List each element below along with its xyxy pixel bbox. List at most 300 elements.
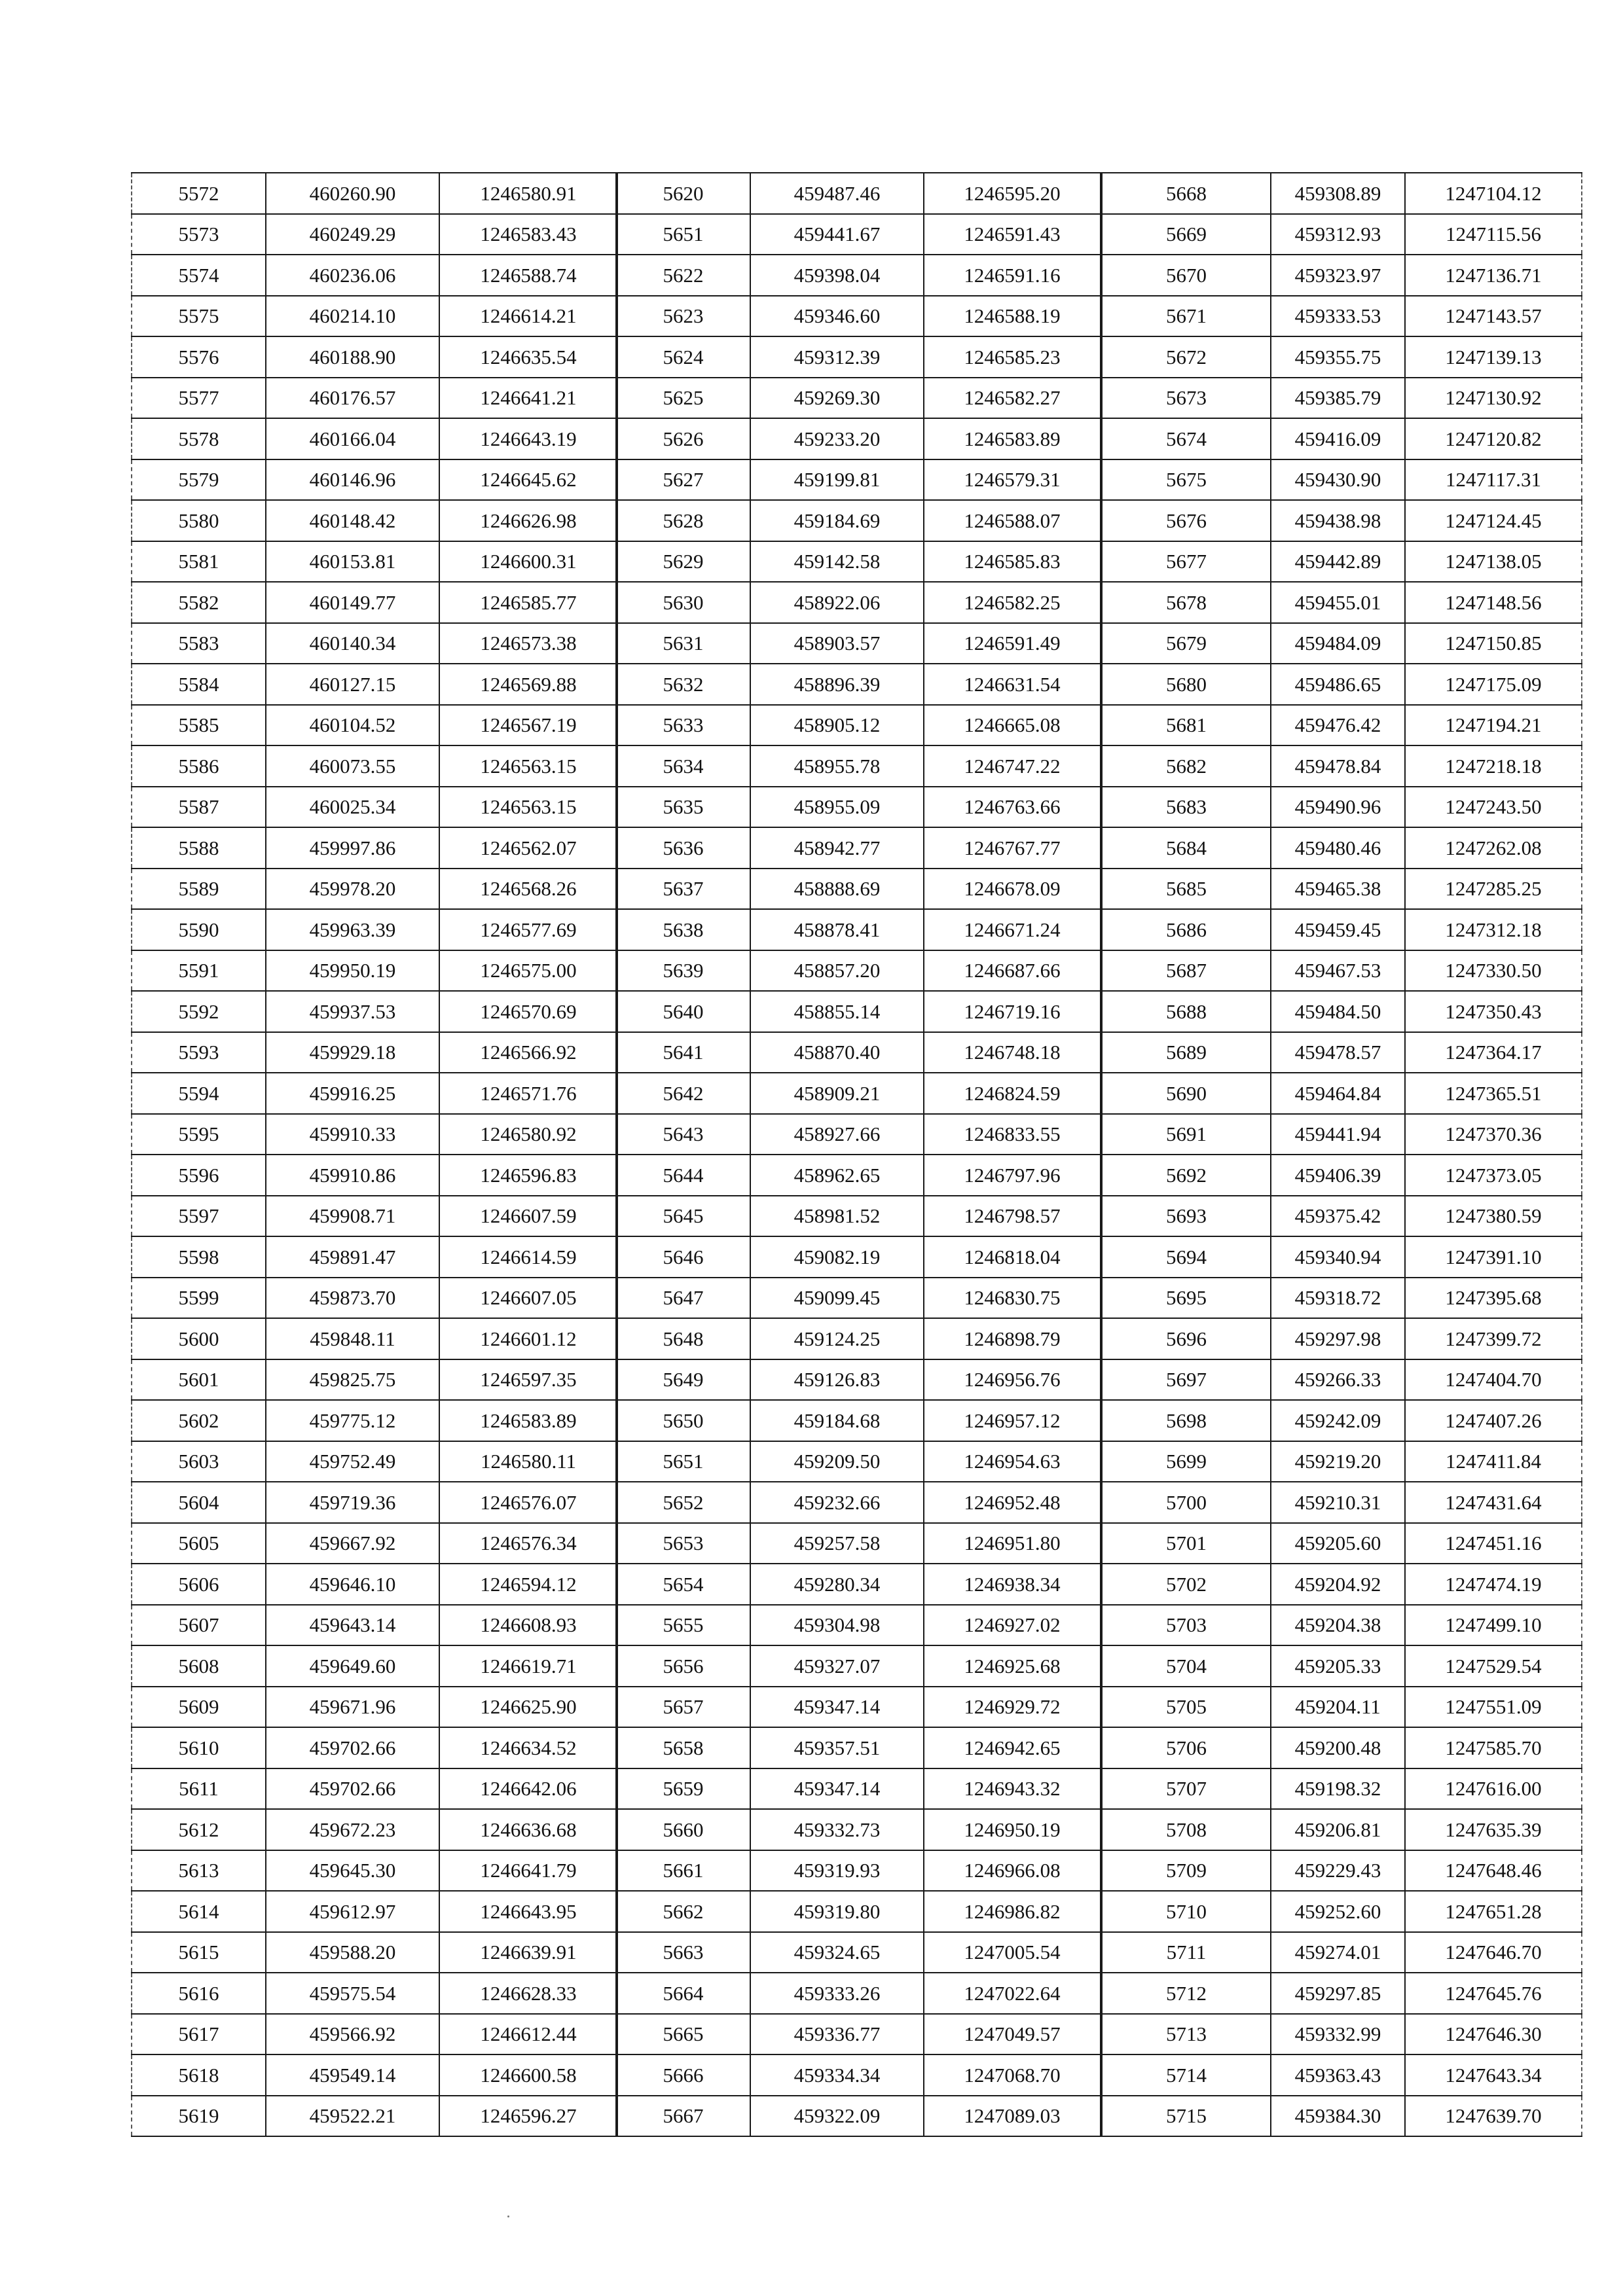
table-row [132, 541, 617, 583]
y-coordinate-cell: 1247395.68 [1405, 1278, 1582, 1319]
point-id-cell: 5632 [616, 664, 750, 705]
point-id-cell: 5674 [1102, 418, 1271, 459]
y-coordinate-cell: 1247350.43 [1405, 991, 1582, 1032]
y-coordinate-cell: 1246966.08 [924, 1850, 1101, 1892]
point-id-cell: 5641 [616, 1032, 750, 1073]
point-id-cell: 5681 [1102, 705, 1271, 746]
table-row [132, 2054, 617, 2096]
x-coordinate-cell: 459200.48 [1271, 1727, 1405, 1768]
point-id-cell: 5626 [616, 418, 750, 459]
point-id-cell: 5646 [616, 1236, 750, 1278]
point-id-cell: 5707 [1102, 1768, 1271, 1810]
x-coordinate-cell: 459124.25 [750, 1318, 924, 1359]
point-id-cell: 5600 [132, 1318, 266, 1359]
y-coordinate-cell: 1246597.35 [439, 1359, 617, 1401]
point-id-cell: 5714 [1102, 2054, 1271, 2096]
table-row [616, 1278, 1101, 1319]
x-coordinate-cell: 459908.71 [266, 1196, 439, 1237]
y-coordinate-cell: 1246818.04 [924, 1236, 1101, 1278]
x-coordinate-cell: 459333.26 [750, 1973, 924, 2014]
table-row [616, 1645, 1101, 1687]
x-coordinate-cell: 459467.53 [1271, 950, 1405, 992]
x-coordinate-cell: 459205.60 [1271, 1523, 1405, 1564]
point-id-cell: 5673 [1102, 378, 1271, 419]
y-coordinate-cell: 1246797.96 [924, 1155, 1101, 1196]
x-coordinate-cell: 459318.72 [1271, 1278, 1405, 1319]
x-coordinate-cell: 459997.86 [266, 827, 439, 869]
table-row [1102, 1727, 1582, 1768]
y-coordinate-cell: 1247138.05 [1405, 541, 1582, 583]
table-row [1102, 1850, 1582, 1892]
point-id-cell: 5603 [132, 1441, 266, 1482]
table-row [132, 745, 617, 787]
x-coordinate-cell: 459646.10 [266, 1564, 439, 1605]
table-row [616, 664, 1101, 705]
x-coordinate-cell: 459438.98 [1271, 500, 1405, 541]
point-id-cell: 5579 [132, 459, 266, 501]
point-id-cell: 5706 [1102, 1727, 1271, 1768]
table-row [616, 1973, 1101, 2014]
table-row [132, 214, 617, 255]
x-coordinate-cell: 459308.89 [1271, 173, 1405, 214]
table-row [616, 541, 1101, 583]
point-id-cell: 5613 [132, 1850, 266, 1892]
y-coordinate-cell: 1247646.30 [1405, 2014, 1582, 2055]
y-coordinate-cell: 1247365.51 [1405, 1073, 1582, 1114]
table-row [132, 1236, 617, 1278]
point-id-cell: 5665 [616, 2014, 750, 2055]
point-id-cell: 5601 [132, 1359, 266, 1401]
table-row [616, 2054, 1101, 2096]
table-row [616, 1400, 1101, 1441]
y-coordinate-cell: 1246577.69 [439, 909, 617, 950]
x-coordinate-cell: 459266.33 [1271, 1359, 1405, 1401]
table-row [1102, 1073, 1582, 1114]
table-row [132, 1605, 617, 1646]
point-id-cell: 5659 [616, 1768, 750, 1810]
point-id-cell: 5692 [1102, 1155, 1271, 1196]
x-coordinate-cell: 458922.06 [750, 582, 924, 623]
table-row [616, 1687, 1101, 1728]
y-coordinate-cell: 1246678.09 [924, 869, 1101, 910]
y-coordinate-cell: 1247218.18 [1405, 745, 1582, 787]
point-id-cell: 5655 [616, 1605, 750, 1646]
point-id-cell: 5713 [1102, 2014, 1271, 2055]
x-coordinate-cell: 459910.33 [266, 1114, 439, 1155]
table-row [1102, 1196, 1582, 1237]
point-id-cell: 5658 [616, 1727, 750, 1768]
x-coordinate-cell: 459209.50 [750, 1441, 924, 1482]
y-coordinate-cell: 1247585.70 [1405, 1727, 1582, 1768]
point-id-cell: 5689 [1102, 1032, 1271, 1073]
x-coordinate-cell: 459363.43 [1271, 2054, 1405, 2096]
y-coordinate-cell: 1247648.46 [1405, 1850, 1582, 1892]
table-row [616, 705, 1101, 746]
table-row [616, 623, 1101, 664]
x-coordinate-cell: 458942.77 [750, 827, 924, 869]
table-row [1102, 991, 1582, 1032]
x-coordinate-cell: 459963.39 [266, 909, 439, 950]
x-coordinate-cell: 460073.55 [266, 745, 439, 787]
x-coordinate-cell: 459398.04 [750, 255, 924, 296]
x-coordinate-cell: 459978.20 [266, 869, 439, 910]
point-id-cell: 5703 [1102, 1605, 1271, 1646]
x-coordinate-cell: 459198.32 [1271, 1768, 1405, 1810]
x-coordinate-cell: 459297.85 [1271, 1973, 1405, 2014]
point-id-cell: 5643 [616, 1114, 750, 1155]
x-coordinate-cell: 459332.73 [750, 1809, 924, 1850]
point-id-cell: 5657 [616, 1687, 750, 1728]
point-id-cell: 5618 [132, 2054, 266, 2096]
x-coordinate-cell: 459297.98 [1271, 1318, 1405, 1359]
x-coordinate-cell: 459257.58 [750, 1523, 924, 1564]
y-coordinate-cell: 1246628.33 [439, 1973, 617, 2014]
y-coordinate-cell: 1247651.28 [1405, 1891, 1582, 1932]
point-id-cell: 5672 [1102, 336, 1271, 378]
y-coordinate-cell: 1246595.20 [924, 173, 1101, 214]
point-id-cell: 5627 [616, 459, 750, 501]
y-coordinate-cell: 1246571.76 [439, 1073, 617, 1114]
y-coordinate-cell: 1246952.48 [924, 1482, 1101, 1523]
y-coordinate-cell: 1247143.57 [1405, 296, 1582, 337]
y-coordinate-cell: 1246951.80 [924, 1523, 1101, 1564]
x-coordinate-cell: 459430.90 [1271, 459, 1405, 501]
point-id-cell: 5677 [1102, 541, 1271, 583]
point-id-cell: 5688 [1102, 991, 1271, 1032]
table-row [1102, 1523, 1582, 1564]
table-row [616, 1114, 1101, 1155]
y-coordinate-cell: 1247635.39 [1405, 1809, 1582, 1850]
point-id-cell: 5697 [1102, 1359, 1271, 1401]
y-coordinate-cell: 1246591.16 [924, 255, 1101, 296]
point-id-cell: 5605 [132, 1523, 266, 1564]
y-coordinate-cell: 1246898.79 [924, 1318, 1101, 1359]
y-coordinate-cell: 1247120.82 [1405, 418, 1582, 459]
x-coordinate-cell: 459910.86 [266, 1155, 439, 1196]
table-row [1102, 541, 1582, 583]
table-row [1102, 582, 1582, 623]
table-row [132, 1768, 617, 1810]
x-coordinate-cell: 459304.98 [750, 1605, 924, 1646]
y-coordinate-cell: 1246957.12 [924, 1400, 1101, 1441]
x-coordinate-cell: 459416.09 [1271, 418, 1405, 459]
table-row [1102, 1236, 1582, 1278]
point-id-cell: 5650 [616, 1400, 750, 1441]
x-coordinate-cell: 459269.30 [750, 378, 924, 419]
point-id-cell: 5709 [1102, 1850, 1271, 1892]
table-row [616, 1032, 1101, 1073]
table-row [1102, 296, 1582, 337]
y-coordinate-cell: 1246833.55 [924, 1114, 1101, 1155]
y-coordinate-cell: 1246566.92 [439, 1032, 617, 1073]
x-coordinate-cell: 459324.65 [750, 1932, 924, 1973]
point-id-cell: 5671 [1102, 296, 1271, 337]
y-coordinate-cell: 1246562.07 [439, 827, 617, 869]
table-row [1102, 623, 1582, 664]
y-coordinate-cell: 1246576.34 [439, 1523, 617, 1564]
x-coordinate-cell: 459333.53 [1271, 296, 1405, 337]
y-coordinate-cell: 1246591.49 [924, 623, 1101, 664]
x-coordinate-cell: 458896.39 [750, 664, 924, 705]
table-row [616, 1605, 1101, 1646]
y-coordinate-cell: 1246569.88 [439, 664, 617, 705]
table-row [132, 582, 617, 623]
y-coordinate-cell: 1247068.70 [924, 2054, 1101, 2096]
x-coordinate-cell: 459649.60 [266, 1645, 439, 1687]
x-coordinate-cell: 459204.92 [1271, 1564, 1405, 1605]
x-coordinate-cell: 459752.49 [266, 1441, 439, 1482]
point-id-cell: 5695 [1102, 1278, 1271, 1319]
point-id-cell: 5705 [1102, 1687, 1271, 1728]
table-row [1102, 1768, 1582, 1810]
x-coordinate-cell: 458962.65 [750, 1155, 924, 1196]
table-row [132, 2096, 617, 2137]
point-id-cell: 5675 [1102, 459, 1271, 501]
table-row [616, 173, 1101, 214]
x-coordinate-cell: 458955.09 [750, 787, 924, 828]
y-coordinate-cell: 1247130.92 [1405, 378, 1582, 419]
table-row [616, 1850, 1101, 1892]
y-coordinate-cell: 1246767.77 [924, 827, 1101, 869]
point-id-cell: 5676 [1102, 500, 1271, 541]
x-coordinate-cell: 460214.10 [266, 296, 439, 337]
point-id-cell: 5599 [132, 1278, 266, 1319]
x-coordinate-cell: 459442.89 [1271, 541, 1405, 583]
y-coordinate-cell: 1247022.64 [924, 1973, 1101, 2014]
y-coordinate-cell: 1246585.83 [924, 541, 1101, 583]
x-coordinate-cell: 459252.60 [1271, 1891, 1405, 1932]
table-row [132, 2014, 617, 2055]
y-coordinate-cell: 1246938.34 [924, 1564, 1101, 1605]
table-row [1102, 1605, 1582, 1646]
x-coordinate-cell: 459406.39 [1271, 1155, 1405, 1196]
x-coordinate-cell: 459142.58 [750, 541, 924, 583]
y-coordinate-cell: 1247194.21 [1405, 705, 1582, 746]
x-coordinate-cell: 459375.42 [1271, 1196, 1405, 1237]
x-coordinate-cell: 459825.75 [266, 1359, 439, 1401]
y-coordinate-cell: 1247404.70 [1405, 1359, 1582, 1401]
point-id-cell: 5638 [616, 909, 750, 950]
y-coordinate-cell: 1246798.57 [924, 1196, 1101, 1237]
table-row [616, 1809, 1101, 1850]
point-id-cell: 5644 [616, 1155, 750, 1196]
point-id-cell: 5704 [1102, 1645, 1271, 1687]
x-coordinate-cell: 458981.52 [750, 1196, 924, 1237]
x-coordinate-cell: 459588.20 [266, 1932, 439, 1973]
point-id-cell: 5670 [1102, 255, 1271, 296]
x-coordinate-cell: 458927.66 [750, 1114, 924, 1155]
table-row [132, 500, 617, 541]
point-id-cell: 5587 [132, 787, 266, 828]
y-coordinate-cell: 1247373.05 [1405, 1155, 1582, 1196]
x-coordinate-cell: 459643.14 [266, 1605, 439, 1646]
table-row [132, 1196, 617, 1237]
y-coordinate-cell: 1247175.09 [1405, 664, 1582, 705]
y-coordinate-cell: 1247451.16 [1405, 1523, 1582, 1564]
y-coordinate-cell: 1246641.21 [439, 378, 617, 419]
x-coordinate-cell: 459702.66 [266, 1727, 439, 1768]
y-coordinate-cell: 1247262.08 [1405, 827, 1582, 869]
table-row [1102, 336, 1582, 378]
table-row [616, 869, 1101, 910]
point-id-cell: 5652 [616, 1482, 750, 1523]
table-row [132, 664, 617, 705]
y-coordinate-cell: 1246643.19 [439, 418, 617, 459]
point-id-cell: 5584 [132, 664, 266, 705]
x-coordinate-cell: 460249.29 [266, 214, 439, 255]
y-coordinate-cell: 1247499.10 [1405, 1605, 1582, 1646]
point-id-cell: 5660 [616, 1809, 750, 1850]
point-id-cell: 5682 [1102, 745, 1271, 787]
table-row [1102, 1809, 1582, 1850]
y-coordinate-cell: 1246631.54 [924, 664, 1101, 705]
table-row [616, 1359, 1101, 1401]
y-coordinate-cell: 1247089.03 [924, 2096, 1101, 2137]
y-coordinate-cell: 1247104.12 [1405, 173, 1582, 214]
x-coordinate-cell: 459612.97 [266, 1891, 439, 1932]
table-row [132, 787, 617, 828]
point-id-cell: 5669 [1102, 214, 1271, 255]
x-coordinate-cell: 459929.18 [266, 1032, 439, 1073]
y-coordinate-cell: 1246601.12 [439, 1318, 617, 1359]
y-coordinate-cell: 1246747.22 [924, 745, 1101, 787]
y-coordinate-cell: 1246607.05 [439, 1278, 617, 1319]
y-coordinate-cell: 1247243.50 [1405, 787, 1582, 828]
point-id-cell: 5710 [1102, 1891, 1271, 1932]
x-coordinate-cell: 458878.41 [750, 909, 924, 950]
x-coordinate-cell: 459204.11 [1271, 1687, 1405, 1728]
point-id-cell: 5607 [132, 1605, 266, 1646]
y-coordinate-cell: 1246596.83 [439, 1155, 617, 1196]
table-row [1102, 378, 1582, 419]
table-row [132, 1564, 617, 1605]
point-id-cell: 5610 [132, 1727, 266, 1768]
x-coordinate-cell: 459484.50 [1271, 991, 1405, 1032]
x-coordinate-cell: 459484.09 [1271, 623, 1405, 664]
point-id-cell: 5604 [132, 1482, 266, 1523]
point-id-cell: 5630 [616, 582, 750, 623]
x-coordinate-cell: 459323.97 [1271, 255, 1405, 296]
table-row [616, 745, 1101, 787]
point-id-cell: 5595 [132, 1114, 266, 1155]
table-row [1102, 745, 1582, 787]
y-coordinate-cell: 1246563.15 [439, 787, 617, 828]
point-id-cell: 5622 [616, 255, 750, 296]
table-row [1102, 664, 1582, 705]
table-row [1102, 418, 1582, 459]
x-coordinate-cell: 459891.47 [266, 1236, 439, 1278]
point-id-cell: 5581 [132, 541, 266, 583]
x-coordinate-cell: 459775.12 [266, 1400, 439, 1441]
point-id-cell: 5668 [1102, 173, 1271, 214]
point-id-cell: 5690 [1102, 1073, 1271, 1114]
y-coordinate-cell: 1246596.27 [439, 2096, 617, 2137]
y-coordinate-cell: 1246607.59 [439, 1196, 617, 1237]
table-row [616, 1564, 1101, 1605]
y-coordinate-cell: 1246573.38 [439, 623, 617, 664]
table-row [132, 1687, 617, 1728]
table-row [132, 1850, 617, 1892]
y-coordinate-cell: 1246956.76 [924, 1359, 1101, 1401]
x-coordinate-cell: 459384.30 [1271, 2096, 1405, 2137]
point-id-cell: 5683 [1102, 787, 1271, 828]
y-coordinate-cell: 1247551.09 [1405, 1687, 1582, 1728]
table-row [1102, 1155, 1582, 1196]
y-coordinate-cell: 1246643.95 [439, 1891, 617, 1932]
table-row [132, 909, 617, 950]
point-id-cell: 5648 [616, 1318, 750, 1359]
x-coordinate-cell: 459486.65 [1271, 664, 1405, 705]
y-coordinate-cell: 1246585.23 [924, 336, 1101, 378]
point-id-cell: 5651 [616, 214, 750, 255]
x-coordinate-cell: 458909.21 [750, 1073, 924, 1114]
table-row [616, 1441, 1101, 1482]
table-row [1102, 1359, 1582, 1401]
point-id-cell: 5611 [132, 1768, 266, 1810]
x-coordinate-cell: 459242.09 [1271, 1400, 1405, 1441]
y-coordinate-cell: 1246570.69 [439, 991, 617, 1032]
table-row [132, 827, 617, 869]
table-row [616, 255, 1101, 296]
table-row [616, 336, 1101, 378]
x-coordinate-cell: 459229.43 [1271, 1850, 1405, 1892]
table-row [1102, 1645, 1582, 1687]
x-coordinate-cell: 459319.93 [750, 1850, 924, 1892]
x-coordinate-cell: 459233.20 [750, 418, 924, 459]
y-coordinate-cell: 1246645.62 [439, 459, 617, 501]
table-row [132, 1809, 617, 1850]
point-id-cell: 5580 [132, 500, 266, 541]
y-coordinate-cell: 1247117.31 [1405, 459, 1582, 501]
point-id-cell: 5645 [616, 1196, 750, 1237]
table-row [132, 869, 617, 910]
point-id-cell: 5680 [1102, 664, 1271, 705]
point-id-cell: 5592 [132, 991, 266, 1032]
y-coordinate-cell: 1246986.82 [924, 1891, 1101, 1932]
point-id-cell: 5636 [616, 827, 750, 869]
x-coordinate-cell: 459873.70 [266, 1278, 439, 1319]
point-id-cell: 5640 [616, 991, 750, 1032]
y-coordinate-cell: 1247639.70 [1405, 2096, 1582, 2137]
table-row [616, 459, 1101, 501]
point-id-cell: 5596 [132, 1155, 266, 1196]
y-coordinate-cell: 1247049.57 [924, 2014, 1101, 2055]
y-coordinate-cell: 1246591.43 [924, 214, 1101, 255]
point-id-cell: 5685 [1102, 869, 1271, 910]
y-coordinate-cell: 1246625.90 [439, 1687, 617, 1728]
x-coordinate-cell: 460166.04 [266, 418, 439, 459]
x-coordinate-cell: 460149.77 [266, 582, 439, 623]
x-coordinate-cell: 459455.01 [1271, 582, 1405, 623]
y-coordinate-cell: 1246588.19 [924, 296, 1101, 337]
table-row [132, 1400, 617, 1441]
y-coordinate-cell: 1246588.07 [924, 500, 1101, 541]
y-coordinate-cell: 1246671.24 [924, 909, 1101, 950]
table-row [616, 1891, 1101, 1932]
table-row [132, 1891, 617, 1932]
y-coordinate-cell: 1246943.32 [924, 1768, 1101, 1810]
point-id-cell: 5612 [132, 1809, 266, 1850]
point-id-cell: 5711 [1102, 1932, 1271, 1973]
table-row [132, 950, 617, 992]
x-coordinate-cell: 459312.39 [750, 336, 924, 378]
point-id-cell: 5608 [132, 1645, 266, 1687]
table-row [132, 418, 617, 459]
point-id-cell: 5585 [132, 705, 266, 746]
table-row [616, 582, 1101, 623]
point-id-cell: 5583 [132, 623, 266, 664]
x-coordinate-cell: 460104.52 [266, 705, 439, 746]
